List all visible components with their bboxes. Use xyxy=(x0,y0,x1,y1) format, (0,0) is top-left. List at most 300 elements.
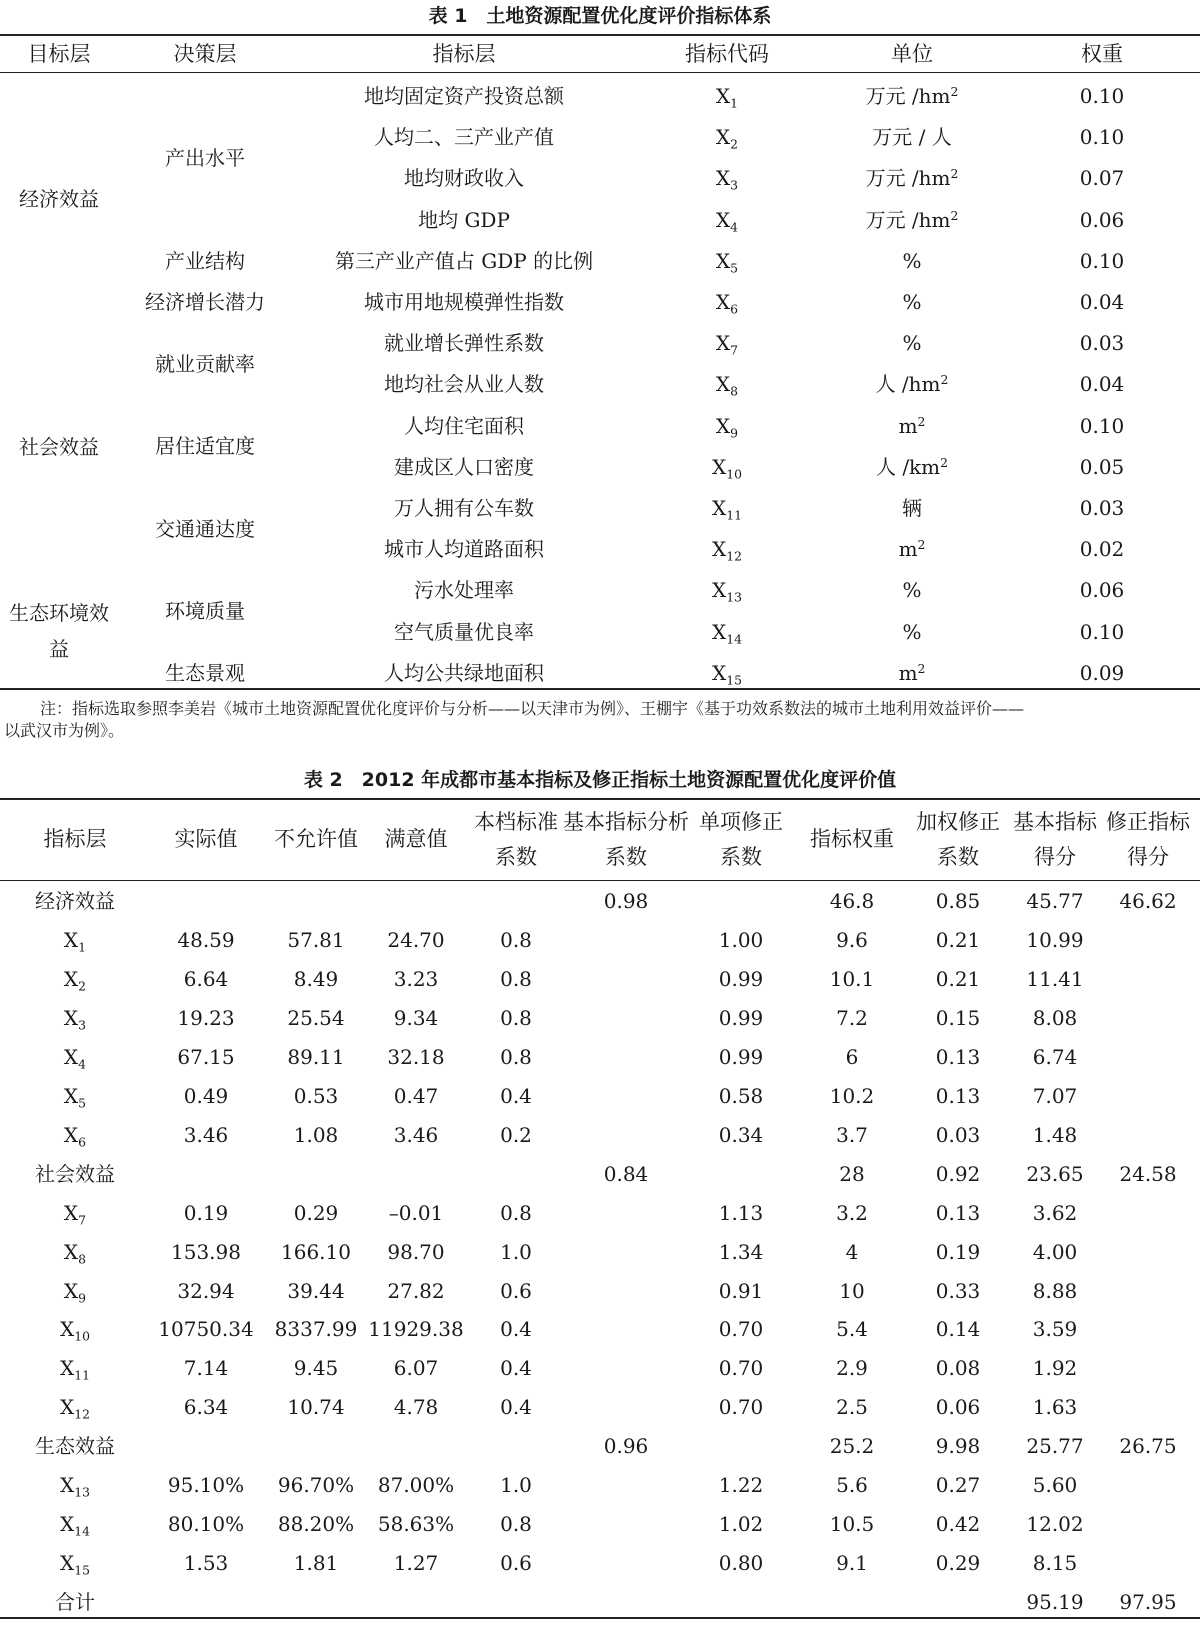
subscript: 12 xyxy=(726,548,743,564)
table1-decision-cell xyxy=(165,599,245,623)
table2-indicator-cell xyxy=(35,889,115,913)
table2-value-cell xyxy=(1119,889,1176,913)
table1-unit-cell xyxy=(872,125,951,149)
table2-value-cell xyxy=(1033,1240,1078,1264)
cell-text: 表 1 土地资源配置优化度评价指标体系 xyxy=(428,5,772,27)
table2-value-cell xyxy=(936,1395,981,1419)
table1-unit-cell xyxy=(876,455,948,479)
cell-text: 交通通达度 xyxy=(155,516,255,541)
subscript: 15 xyxy=(726,672,743,688)
table2-value-cell xyxy=(387,928,444,952)
table1-code-cell xyxy=(711,454,743,482)
cell-text: 8.49 xyxy=(293,966,339,991)
cell-text: 经济增长潜力 xyxy=(145,290,265,314)
table1-weight-cell xyxy=(1080,249,1125,273)
table2-value-cell xyxy=(1026,889,1083,913)
subscript: 7 xyxy=(78,1211,87,1227)
table2-value-cell xyxy=(836,1317,868,1341)
table2-value-cell xyxy=(287,928,344,952)
table2-header-cell xyxy=(1106,810,1190,834)
table2-value-cell xyxy=(604,889,649,913)
cell-text: 10.1 xyxy=(829,966,875,991)
table2-value-cell xyxy=(936,1084,981,1108)
table2-indicator-cell xyxy=(55,1590,95,1614)
table2-value-cell xyxy=(177,1279,234,1303)
cell-text: 0.10 xyxy=(1079,619,1125,644)
table2-value-cell xyxy=(719,1395,764,1419)
cell-text: % xyxy=(902,290,922,314)
cell-text: X xyxy=(63,1083,79,1108)
subscript: 14 xyxy=(726,630,743,646)
table2-value-cell xyxy=(936,928,981,952)
subscript: 6 xyxy=(78,1134,87,1150)
table2-value-cell xyxy=(936,1162,981,1186)
table2-value-cell xyxy=(500,1006,532,1030)
cell-text: 46.62 xyxy=(1119,889,1177,913)
table1-weight-cell xyxy=(1080,455,1125,479)
cell-text: 6 xyxy=(845,1044,859,1069)
table1-weight-cell xyxy=(1080,537,1125,561)
table2-value-cell xyxy=(719,967,764,991)
cell-text: 1.34 xyxy=(718,1239,764,1264)
cell-text: 人均二、三产业产值 xyxy=(374,125,554,150)
cell-text: 10 xyxy=(839,1278,865,1303)
cell-text: 指标层 xyxy=(43,827,107,851)
cell-text: 生态环境效 xyxy=(9,601,109,625)
cell-text: 注：指标选取参照李美岩《城市土地资源配置优化度评价与分析——以天津市为例》、王棚宇《基于功效系数法的城市土地利用效益评价—— xyxy=(40,699,1025,718)
cell-text: 居住适宜度 xyxy=(155,434,255,459)
cell-text: 污水处理率 xyxy=(414,578,514,603)
table2-value-cell xyxy=(719,1473,764,1497)
table1-indicator-cell xyxy=(404,414,524,438)
table2-value-cell xyxy=(936,889,981,913)
cell-text: 25.77 xyxy=(1026,1434,1084,1459)
cell-text: 地均 GDP xyxy=(418,207,510,232)
cell-text: 0.4 xyxy=(500,1083,532,1108)
table1-weight-cell xyxy=(1080,125,1125,149)
cell-text: 0.03 xyxy=(1079,331,1125,356)
cell-text: 0.8 xyxy=(500,1512,532,1537)
table1-code-cell xyxy=(711,660,743,688)
cell-text: 0.21 xyxy=(935,966,981,991)
table2-value-cell xyxy=(1026,928,1083,952)
table2-value-cell xyxy=(830,967,875,991)
cell-text: 产出水平 xyxy=(165,145,245,170)
cell-text: 8.08 xyxy=(1032,1005,1078,1030)
table2-value-cell xyxy=(500,1512,532,1536)
cell-text: 0.4 xyxy=(500,1317,532,1342)
table1-decision-cell xyxy=(155,352,255,376)
cell-text: 7.14 xyxy=(183,1356,229,1381)
table2-value-cell xyxy=(1119,1590,1176,1614)
cell-text: 0.06 xyxy=(935,1395,981,1420)
cell-text: 153.98 xyxy=(171,1239,241,1264)
table2-value-cell xyxy=(936,1045,981,1069)
table2-value-cell xyxy=(1033,1006,1078,1030)
cell-text: X xyxy=(63,1200,79,1225)
cell-text: 生态景观 xyxy=(165,660,245,685)
table2-indicator-cell xyxy=(63,927,87,955)
cell-text: 11929.38 xyxy=(368,1317,464,1342)
table1-note xyxy=(4,698,1196,719)
table1-unit-cell xyxy=(902,578,921,602)
cell-text: 城市人均道路面积 xyxy=(384,537,544,562)
table2-header-cell xyxy=(495,845,537,869)
table1-code-cell xyxy=(711,537,743,564)
table2-value-cell xyxy=(184,1356,229,1380)
cell-text: 0.70 xyxy=(718,1317,764,1342)
table2-value-cell xyxy=(287,1395,344,1419)
cell-text: 就业增长弹性系数 xyxy=(384,331,544,356)
table2-value-cell xyxy=(287,1279,344,1303)
table2-value-cell xyxy=(275,1317,358,1341)
cell-text: 9.45 xyxy=(293,1356,339,1381)
table2-indicator-cell xyxy=(59,1512,91,1539)
table2-indicator-cell xyxy=(35,1434,115,1458)
cell-text: –0.01 xyxy=(388,1200,444,1225)
cell-text: 表 2 2012 年成都市基本指标及修正指标土地资源配置优化度评价值 xyxy=(303,769,897,791)
table1-unit-cell xyxy=(899,661,926,685)
table1-indicator-cell xyxy=(364,84,564,108)
table2-header-cell xyxy=(810,827,894,851)
cell-text: 万元 / 人 xyxy=(872,125,952,150)
subscript: 13 xyxy=(726,589,743,605)
cell-text: 0.29 xyxy=(935,1551,981,1576)
table2-value-cell xyxy=(1033,1045,1078,1069)
table2-value-cell xyxy=(389,1201,444,1225)
cell-text: 0.14 xyxy=(935,1317,981,1342)
table2-bottom-rule xyxy=(0,1617,1200,1619)
table2-value-cell xyxy=(500,1084,532,1108)
cell-text: 决策层 xyxy=(173,42,237,66)
cell-text: 0.8 xyxy=(500,1005,532,1030)
cell-text: 1.02 xyxy=(718,1512,764,1537)
table2-value-cell xyxy=(719,1317,764,1341)
subscript: 10 xyxy=(74,1328,91,1344)
superscript: 2 xyxy=(950,166,959,182)
table1-decision-cell xyxy=(165,249,245,273)
cell-text: 9.98 xyxy=(935,1434,981,1459)
superscript: 2 xyxy=(950,84,959,100)
table1-code-cell xyxy=(715,290,739,317)
cell-text: 万元 /hm xyxy=(865,207,951,232)
table1-code-cell xyxy=(715,372,739,399)
table1-unit-cell xyxy=(902,290,921,314)
cell-text: 8.15 xyxy=(1032,1551,1078,1576)
table2-value-cell xyxy=(184,1084,229,1108)
cell-text: 95.10% xyxy=(167,1473,245,1498)
cell-text: X xyxy=(63,1005,79,1030)
cell-text: 32.94 xyxy=(177,1278,235,1303)
table2-header-cell xyxy=(699,810,783,834)
table2-value-cell xyxy=(830,889,875,913)
cell-text: 19.23 xyxy=(177,1005,235,1030)
cell-text: 0.04 xyxy=(1079,290,1125,314)
cell-text: m xyxy=(898,537,918,562)
cell-text: 指标层 xyxy=(432,42,496,66)
cell-text: 1.53 xyxy=(183,1551,229,1576)
cell-text: 修正指标 xyxy=(1106,810,1190,834)
cell-text: 1.48 xyxy=(1032,1122,1078,1147)
table1-weight-cell xyxy=(1080,166,1125,190)
table2-header-cell xyxy=(937,845,979,869)
cell-text: 社会效益 xyxy=(35,1161,115,1186)
table2-value-cell xyxy=(294,1201,339,1225)
table2-value-cell xyxy=(281,1240,351,1264)
table1-code-cell xyxy=(715,125,739,152)
table2-value-cell xyxy=(1119,1434,1176,1458)
table2-header-cell xyxy=(474,810,558,834)
table2-header-cell xyxy=(720,845,762,869)
cell-text: 3.7 xyxy=(836,1122,868,1147)
cell-text: 加权修正 xyxy=(916,810,1000,834)
subscript: 7 xyxy=(730,342,739,358)
table2-header-rule xyxy=(0,880,1200,881)
cell-text: 25.54 xyxy=(287,1005,345,1030)
table2-value-cell xyxy=(378,1512,454,1536)
cell-text: 就业贡献率 xyxy=(155,351,255,376)
table2-value-cell xyxy=(500,967,532,991)
cell-text: % xyxy=(902,331,922,356)
table1-code-cell xyxy=(715,331,739,358)
table1-weight-cell xyxy=(1080,578,1125,602)
table1-header-cell xyxy=(685,42,769,66)
cell-text: X xyxy=(711,496,727,520)
table1-caption xyxy=(0,4,1200,28)
cell-text: 合计 xyxy=(55,1590,95,1615)
cell-text: X xyxy=(715,372,731,397)
cell-text: X xyxy=(63,1239,79,1264)
table2-value-cell xyxy=(278,1473,354,1497)
cell-text: 1.08 xyxy=(293,1122,339,1147)
table2-value-cell xyxy=(1033,1395,1078,1419)
table2-value-cell xyxy=(719,1123,764,1147)
cell-text: 0.04 xyxy=(1079,372,1125,397)
cell-text: X xyxy=(59,1512,75,1537)
subscript: 8 xyxy=(78,1250,87,1266)
cell-text: 1.13 xyxy=(718,1200,764,1225)
table2-caption xyxy=(0,768,1200,792)
cell-text: 46.8 xyxy=(829,889,875,913)
table1-unit-cell xyxy=(902,331,921,355)
subscript: 13 xyxy=(74,1484,91,1500)
cell-text: 10.2 xyxy=(829,1083,875,1108)
table2-value-cell xyxy=(846,1240,859,1264)
table2-value-cell xyxy=(604,1434,649,1458)
cell-text: 0.21 xyxy=(935,927,981,952)
table2-value-cell xyxy=(936,1240,981,1264)
table1-unit-cell xyxy=(866,208,959,232)
table1-header-cell xyxy=(28,42,91,66)
table2-value-cell xyxy=(836,1123,868,1147)
cell-text: 6.74 xyxy=(1032,1044,1078,1069)
table2-value-cell xyxy=(500,928,532,952)
cell-text: 权重 xyxy=(1081,42,1123,66)
table1-unit-cell xyxy=(902,496,922,520)
cell-text: 0.29 xyxy=(293,1200,339,1225)
cell-text: 10.74 xyxy=(287,1395,345,1420)
table2-header-cell xyxy=(385,827,448,851)
table2-value-cell xyxy=(719,1201,764,1225)
cell-text: 0.42 xyxy=(935,1512,981,1537)
cell-text: 27.82 xyxy=(387,1278,445,1303)
cell-text: 39.44 xyxy=(287,1278,345,1303)
table1-bottom-rule xyxy=(0,688,1200,690)
cell-text: m xyxy=(898,660,918,685)
cell-text: X xyxy=(715,125,731,150)
cell-text: 3.2 xyxy=(836,1200,868,1225)
cell-text: X xyxy=(711,454,727,479)
cell-text: 0.99 xyxy=(718,1005,764,1030)
cell-text: 57.81 xyxy=(287,927,345,952)
cell-text: 得分 xyxy=(1127,845,1169,869)
cell-text: 得分 xyxy=(1034,845,1076,869)
table1-top-rule xyxy=(0,34,1200,36)
table2-value-cell xyxy=(177,1006,234,1030)
cell-text: 0.70 xyxy=(718,1356,764,1381)
table2-indicator-cell xyxy=(59,1473,91,1500)
table2-value-cell xyxy=(1033,1279,1078,1303)
table2-indicator-cell xyxy=(64,1240,86,1264)
cell-text: X xyxy=(63,927,79,952)
table1-indicator-cell xyxy=(374,125,554,149)
cell-text: 2.9 xyxy=(836,1356,868,1381)
table2-header-cell xyxy=(605,845,647,869)
table1-weight-cell xyxy=(1080,620,1125,644)
cell-text: 0.98 xyxy=(603,889,649,913)
table1-code-cell xyxy=(716,208,738,232)
table1-indicator-cell xyxy=(384,661,544,685)
subscript: 12 xyxy=(74,1406,91,1422)
table2-value-cell xyxy=(936,1434,981,1458)
cell-text: 0.58 xyxy=(718,1083,764,1108)
cell-text: 建成区人口密度 xyxy=(394,454,534,479)
table2-value-cell xyxy=(500,1123,532,1147)
cell-text: 0.19 xyxy=(935,1239,981,1264)
table1-weight-cell xyxy=(1080,290,1125,314)
table1-weight-cell xyxy=(1080,372,1125,396)
table2-value-cell xyxy=(287,1006,344,1030)
cell-text: 5.4 xyxy=(836,1317,868,1342)
cell-text: 7.2 xyxy=(836,1005,868,1030)
cell-text: 0.8 xyxy=(500,927,532,952)
table2-value-cell xyxy=(158,1317,253,1341)
cell-text: 8.88 xyxy=(1032,1278,1078,1303)
cell-text: 95.19 xyxy=(1026,1590,1084,1615)
cell-text: 指标代码 xyxy=(685,42,769,66)
cell-text: 0.6 xyxy=(500,1278,532,1303)
table1-unit-cell xyxy=(866,84,959,108)
subscript: 3 xyxy=(730,177,739,193)
cell-text: 10750.34 xyxy=(158,1317,254,1342)
cell-text: 0.06 xyxy=(1079,578,1125,603)
table2-value-cell xyxy=(171,1240,241,1264)
cell-text: X xyxy=(711,619,727,644)
cell-text: X xyxy=(715,413,731,438)
cell-text: 地均固定资产投资总额 xyxy=(364,84,564,108)
table2-value-cell xyxy=(719,1279,764,1303)
table2-value-cell xyxy=(500,1240,532,1264)
subscript: 14 xyxy=(74,1523,91,1539)
table1-unit-cell xyxy=(902,249,921,273)
table1-goal-cell xyxy=(9,601,109,625)
subscript: 5 xyxy=(78,1095,87,1111)
cell-text: 9.1 xyxy=(836,1551,868,1576)
table2-header-cell xyxy=(563,810,689,834)
subscript: 9 xyxy=(730,424,739,440)
cell-text: X xyxy=(63,1278,79,1303)
cell-text: 0.47 xyxy=(393,1083,439,1108)
table2-value-cell xyxy=(1033,1201,1078,1225)
cell-text: 4.00 xyxy=(1032,1239,1078,1264)
cell-text: 0.99 xyxy=(718,1044,764,1069)
table2-value-cell xyxy=(184,1395,229,1419)
cell-text: 人均住宅面积 xyxy=(404,413,524,438)
cell-text: 80.10% xyxy=(167,1512,245,1537)
cell-text: 0.03 xyxy=(935,1122,981,1147)
cell-text: 0.13 xyxy=(935,1083,981,1108)
table2-value-cell xyxy=(936,967,981,991)
superscript: 2 xyxy=(940,454,949,470)
cell-text: 0.13 xyxy=(935,1044,981,1069)
table2-value-cell xyxy=(394,1551,439,1575)
cell-text: 6.34 xyxy=(183,1395,229,1420)
table2-value-cell xyxy=(278,1512,354,1536)
table1-header-cell xyxy=(1081,42,1123,66)
cell-text: 0.10 xyxy=(1079,125,1125,150)
subscript: 6 xyxy=(730,301,739,317)
cell-text: 28 xyxy=(839,1161,865,1186)
subscript: 4 xyxy=(730,218,739,234)
cell-text: 万人拥有公车数 xyxy=(394,496,534,520)
table2-value-cell xyxy=(1033,1123,1078,1147)
subscript: 11 xyxy=(726,507,743,523)
cell-text: X xyxy=(63,1044,79,1069)
cell-text: 0.80 xyxy=(718,1551,764,1576)
table1-indicator-cell xyxy=(418,208,510,232)
cell-text: 25.2 xyxy=(829,1434,875,1459)
cell-text: 24.70 xyxy=(387,927,445,952)
table2-value-cell xyxy=(287,1045,344,1069)
table1-indicator-cell xyxy=(335,249,593,273)
table2-value-cell xyxy=(184,1201,229,1225)
table2-value-cell xyxy=(836,1395,868,1419)
cell-text: X xyxy=(59,1473,75,1498)
cell-text: 2.5 xyxy=(836,1395,868,1420)
cell-text: 系数 xyxy=(495,845,537,869)
cell-text: % xyxy=(902,578,922,603)
cell-text: 空气质量优良率 xyxy=(394,619,534,644)
table2-indicator-cell xyxy=(59,1317,91,1344)
table2-value-cell xyxy=(936,1317,981,1341)
table2-indicator-cell xyxy=(35,1162,115,1186)
table2-value-cell xyxy=(719,1512,764,1536)
cell-text: 0.09 xyxy=(1079,660,1125,685)
table1-unit-cell xyxy=(866,166,959,190)
table2-value-cell xyxy=(1033,1317,1078,1341)
table2-value-cell xyxy=(378,1473,454,1497)
cell-text: 经济效益 xyxy=(35,889,115,913)
cell-text: 产业结构 xyxy=(165,248,245,273)
table1-decision-cell xyxy=(155,517,255,541)
table2-value-cell xyxy=(719,1356,764,1380)
table1-unit-cell xyxy=(899,414,926,438)
table2-value-cell xyxy=(836,1551,868,1575)
table2-value-cell xyxy=(177,1045,234,1069)
subscript: 9 xyxy=(78,1289,87,1305)
cell-text: X xyxy=(63,966,79,991)
table2-value-cell xyxy=(719,1084,764,1108)
